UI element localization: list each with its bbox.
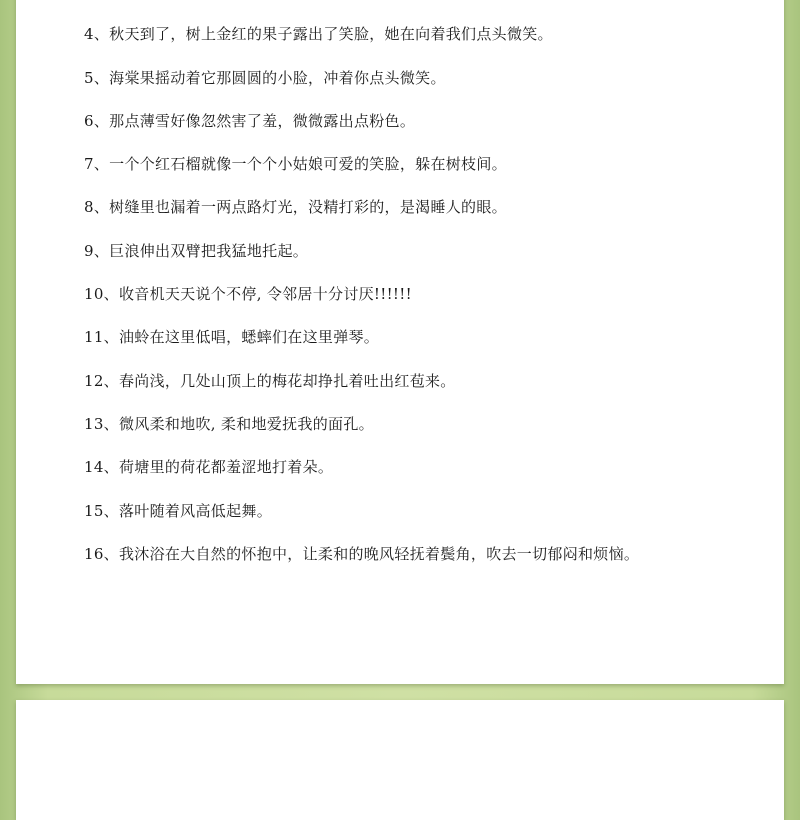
sentence-8: 8、树缝里也漏着一两点路灯光，没精打彩的，是渴睡人的眼。 [84, 198, 507, 217]
next-card [16, 700, 784, 820]
sentence-15: 15、落叶随着风高低起舞。 [84, 501, 272, 520]
sentence-9: 9、巨浪伸出双臂把我猛地托起。 [84, 241, 309, 260]
sentence-4: 4、秋天到了，树上金红的果子露出了笑脸，她在向着我们点头微笑。 [84, 25, 553, 44]
sentence-14: 14、荷塘里的荷花都羞涩地打着朵。 [84, 458, 334, 477]
sentence-7: 7、一个个红石榴就像一个个小姑娘可爱的笑脸，躲在树枝间。 [84, 155, 507, 174]
sentence-11: 11、油蛉在这里低唱，蟋蟀们在这里弹琴。 [84, 328, 380, 347]
sentence-list [84, 0, 639, 576]
sentence-5: 5、海棠果摇动着它那圆圆的小脸，冲着你点头微笑。 [84, 68, 446, 87]
sentence-3 [84, 0, 639, 13]
text-card [16, 0, 784, 684]
sentence-13: 13、微风柔和地吹, 柔和地爱抚我的面孔。 [84, 414, 374, 433]
sentence-16: 16、我沐浴在大自然的怀抱中，让柔和的晚风轻抚着鬓角，吹去一切郁闷和烦恼。 [84, 544, 640, 563]
sentence-10: 10、收音机天天说个不停, 令邻居十分讨厌!!!!!! [84, 285, 412, 304]
sentence-6: 6、那点薄雪好像忽然害了羞，微微露出点粉色。 [84, 111, 416, 130]
sentence-12: 12、春尚浅，几处山顶上的梅花却挣扎着吐出红苞来。 [84, 371, 456, 390]
